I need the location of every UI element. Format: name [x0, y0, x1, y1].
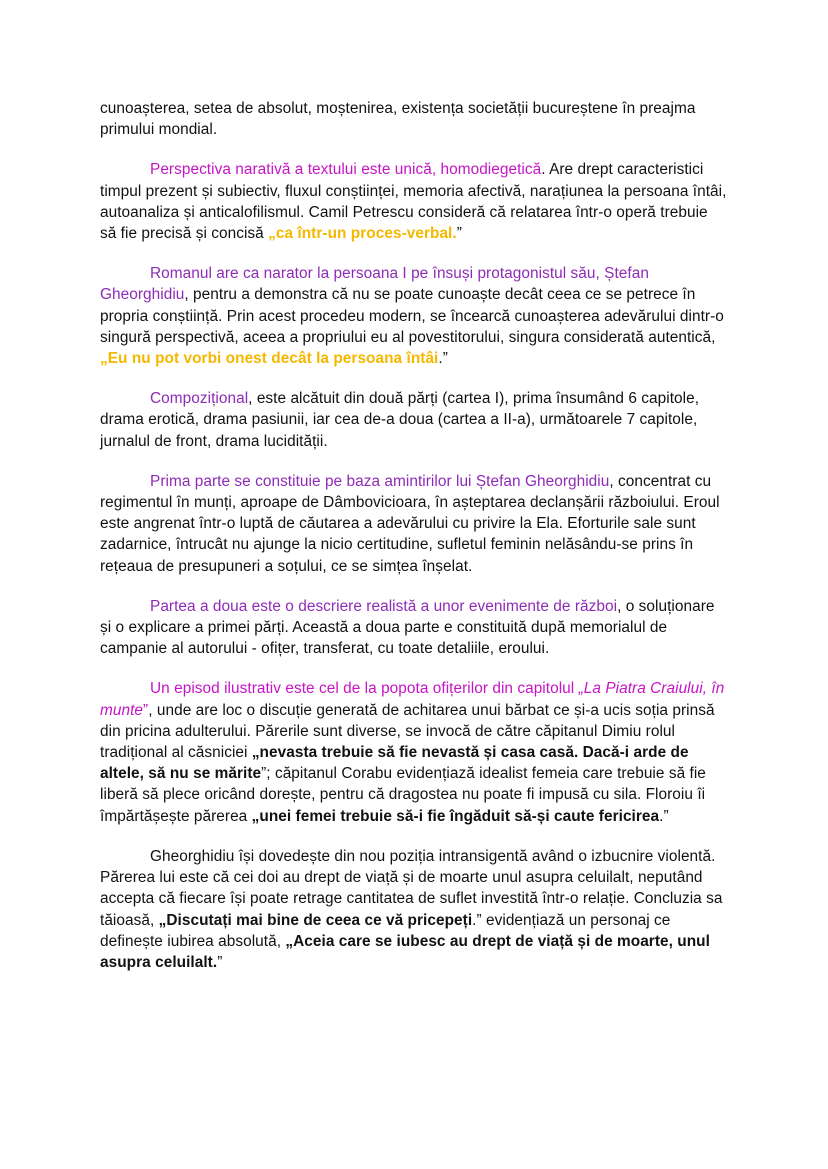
- text-span: Gheorghidiu își dovedește din nou poziția intransigentă având o izbucnire violentă. Părerea lui este că cei doi au drept de viață și de moarte unul asupra celuilalt, neputând accepta că fiecare își poate retrage cantitatea de suflet investită într-o relație. Concluzia sa tăioasă,: [100, 847, 723, 929]
- paragraph-6: [100, 596, 728, 660]
- text-span: , pentru a demonstra că nu se poate cunoaște decât ceea ce se petrece în propria conștiință. Prin acest procedeu modern, se încearcă cunoașterea adevărului dintr-o singură perspectivă, aceea a propriului eu al povestitorului, singura considerată autentică,: [100, 286, 724, 346]
- document-body: [100, 98, 728, 973]
- paragraph-7: [100, 678, 728, 826]
- text-span: .”: [659, 807, 669, 825]
- bold-quote: „Discutați mai bine de ceea ce vă pricepeți: [158, 911, 473, 929]
- topic-highlight: Prima parte se constituie pe baza amintirilor lui Ștefan Gheorghidiu: [150, 472, 610, 490]
- paragraph-2: [100, 159, 728, 244]
- text-span: ”; căpitanul Corabu evidențiază idealist femeia care trebuie să fie liberă să plece oricând dorește, pentru că dragostea nu poate fi impusă cu sila. Floroiu îi împărtășește părerea: [100, 765, 706, 825]
- bold-quote: „nevasta trebuie să fie nevastă și casa casă. Dacă-i arde de altele, să nu se mărite: [100, 744, 689, 783]
- topic-highlight: Romanul are ca narator la persoana I pe însuși protagonistul său, Ștefan Gheorghidiu: [100, 265, 649, 304]
- topic-highlight: Un episod ilustrativ este cel de la popota ofițerilor din capitolul: [150, 680, 579, 698]
- text-span: , unde are loc o discuție generată de achitarea unui bărbat ce și-a ucis soția prinsă din pricina adulterului. Părerile sunt diverse, se invocă de către căpitanul Dimiu rolul tradițional al căsniciei: [100, 701, 715, 762]
- text-span: ”: [456, 225, 462, 243]
- topic-highlight: Compozițional: [150, 390, 249, 408]
- paragraph-8: [100, 846, 728, 973]
- text-span: cunoașterea, setea de absolut, moștenirea, existența societății bucureștene în preajma primului mondial.: [100, 100, 696, 139]
- bold-quote: „Aceia care se iubesc au drept de viață și de moarte, unul asupra celuilalt.: [100, 932, 710, 971]
- text-span: , o soluționare și o explicare a primei părți. Această a doua parte e constituită după memorialul de campanie al autorului - ofițer, transferat, cu toate detaliile, eroului.: [100, 597, 715, 658]
- topic-highlight: ”: [143, 701, 149, 719]
- text-span: . Are drept caracteristici timpul prezent și subiectiv, fluxul conștiinței, memoria afectivă, narațiunea la persoana întâi, autoanaliza și anticalofilismul. Camil Petrescu consideră că relatarea într-o operă trebuie să fie precisă și concisă: [100, 161, 727, 243]
- text-span: , este alcătuit din două părți (cartea I), prima însumând 6 capitole, drama erotică, drama pasiunii, iar cea de-a doua (cartea a II-a), următoarele 7 capitole, jurnalul de front, drama lucidității.: [100, 390, 700, 450]
- text-span: ”: [217, 953, 223, 971]
- paragraph-4: [100, 388, 728, 452]
- text-span: .” evidențiază un personaj ce definește iubirea absolută,: [100, 911, 671, 950]
- text-span: .”: [438, 350, 448, 368]
- topic-highlight: Perspectiva narativă a textului este unică, homodiegetică: [150, 161, 542, 179]
- bold-quote: „unei femei trebuie să-i fie îngăduit să-și caute fericirea: [251, 807, 660, 825]
- text-span: , concentrat cu regimentul în munți, aproape de Dâmbovicioara, în așteptarea declanșării războiului. Eroul este angrenat într-o luptă de căutarea a adevărului cu privire la Ela. Eforturile sale sunt zadarnice, întrucât nu ajunge la nicio certitudine, sufletul feminin nelăsându-se prins în rețeaua de presupuneri a soțului, ce se simțea înșelat.: [100, 472, 720, 575]
- paragraph-1: [100, 98, 728, 140]
- topic-highlight: „La Piatra Craiului, în munte: [100, 680, 725, 719]
- quote-highlight: „Eu nu pot vorbi onest decât la persoana întâi: [100, 350, 439, 368]
- paragraph-3: [100, 263, 728, 369]
- paragraph-5: [100, 471, 728, 577]
- quote-highlight: „ca într-un proces-verbal.: [268, 225, 457, 243]
- topic-highlight: Partea a doua este o descriere realistă a unor evenimente de război: [150, 597, 618, 615]
